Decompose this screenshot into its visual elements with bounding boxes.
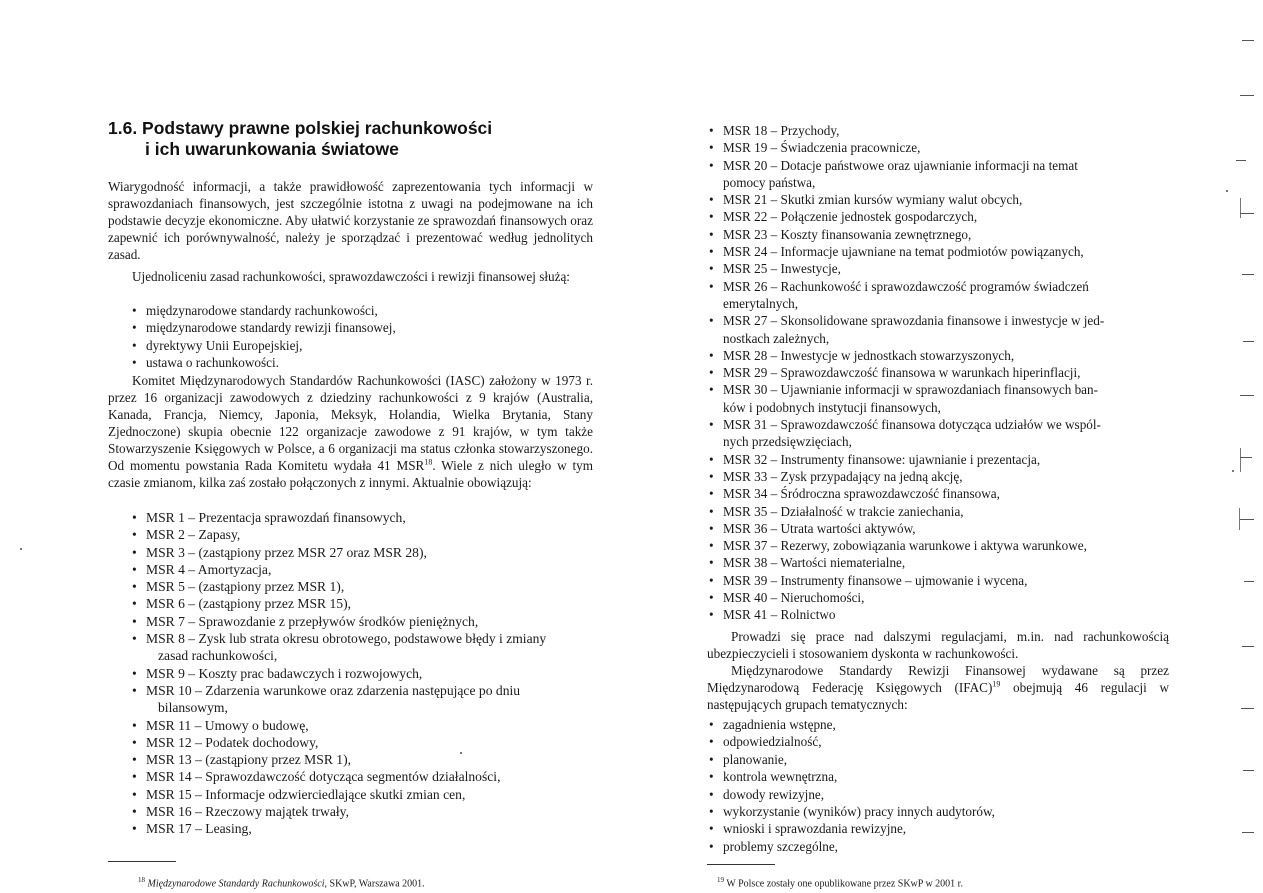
msr-item: • MSR 36 – Utrata wartości aktywów, <box>707 520 1169 537</box>
msr-item: • MSR 8 – Zysk lub strata okresu obrotowego, podstawowe błędy i zmiany <box>130 630 600 647</box>
list-item: • kontrola wewnętrzna, <box>707 768 1157 785</box>
msr-item: • MSR 4 – Amortyzacja, <box>130 561 600 578</box>
msr-item: • MSR 30 – Ujawnianie informacji w sprawozdaniach finansowych ban- <box>707 381 1169 398</box>
msr-item: • MSR 26 – Rachunkowość i sprawozdawczość programów świadczeń <box>707 278 1169 295</box>
paragraph-isa-end: obejmują 46 regulacji w następujących grupach tematycznych: <box>707 680 1169 712</box>
msr-item: • MSR 29 – Sprawozdawczość finansowa w warunkach hiperinflacji, <box>707 364 1169 381</box>
scan-dot <box>1232 470 1234 472</box>
scan-mark <box>1242 40 1254 41</box>
msr-item-continuation: bilansowym, <box>158 700 228 716</box>
msr-item: • MSR 21 – Skutki zmian kursów wymiany walut obcych, <box>707 191 1169 208</box>
msr-item: • MSR 14 – Sprawozdawczość dotycząca segmentów działalności, <box>130 768 600 785</box>
list-item: • planowanie, <box>707 751 1157 768</box>
list-item: • problemy szczególne, <box>707 838 1157 855</box>
msr-item: • MSR 9 – Koszty prac badawczych i rozwojowych, <box>130 665 600 682</box>
msr-item: • MSR 22 – Połączenie jednostek gospodarczych, <box>707 208 1169 225</box>
msr-item-continuation: pomocy państwa, <box>723 174 816 190</box>
list-item: • wykorzystanie (wyników) pracy innych audytorów, <box>707 803 1157 820</box>
paragraph-isa <box>707 662 1169 713</box>
msr-item: • MSR 20 – Dotacje państwowe oraz ujawnianie informacji na temat <box>707 157 1169 174</box>
msr-item: • MSR 12 – Podatek dochodowy, <box>130 734 600 751</box>
msr-item: • MSR 39 – Instrumenty finansowe – ujmowanie i wycena, <box>707 572 1169 589</box>
scan-mark <box>1240 198 1241 218</box>
footnote-rule <box>108 861 176 862</box>
footnote-ref-18: 18 <box>424 457 433 467</box>
msr-item: • MSR 17 – Leasing, <box>130 820 600 837</box>
paragraph-further-work: Prowadzi się prace nad dalszymi regulacjami, m.in. nad rachunkowością ubezpieczycieli i stosowaniem dyskonta w rachunkowości. <box>707 629 1169 661</box>
msr-item-continuation: ków i podobnych instytucji finansowych, <box>723 399 941 415</box>
msr-item: • MSR 37 – Rezerwy, zobowiązania warunkowe i aktywa warunkowe, <box>707 537 1169 554</box>
msr-item: • MSR 28 – Inwestycje w jednostkach stowarzyszonych, <box>707 347 1169 364</box>
footnote-rule <box>707 864 775 865</box>
paragraph-iasc-start: Komitet Międzynarodowych Standardów Rachunkowości (IASC) założony w 1973 r. przez 16 organizacji zawodowych z dziedziny rachunkowości z 9 krajów (Australia, Kanada, Francja, Niemcy, Japonia, Meksyk, Holandia, Wielka Brytania, Stany Zjednoczone) skupia obecnie 122 organizacje zawodowe z 91 krajów, w tym także Stowarzyszenie Księgowych w Polsce, a 6 organizacji ma status członka stowarzyszonego. Od momentu powstania Rada Komitetu wydała 41 MSR <box>108 373 593 473</box>
scan-dot <box>20 548 22 550</box>
msr-item: • MSR 24 – Informacje ujawniane na temat podmiotów powiązanych, <box>707 243 1169 260</box>
footnote-title: Międzynarodowe Standardy Rachunkowości <box>147 878 325 890</box>
scan-mark <box>1243 341 1254 342</box>
scan-mark <box>1240 395 1254 396</box>
heading-line-2: i ich uwarunkowania światowe <box>145 139 399 159</box>
list-item: • wnioski i sprawozdania rewizyjne, <box>707 820 1157 837</box>
list-item: • dowody rewizyjne, <box>707 786 1157 803</box>
basis-list <box>130 302 590 372</box>
scan-mark <box>1240 213 1254 214</box>
msr-item: • MSR 5 – (zastąpiony przez MSR 1), <box>130 578 600 595</box>
footnote-rest: , SKwP, Warszawa 2001. <box>324 878 425 890</box>
msr-item: • MSR 34 – Śródroczna sprawozdawczość finansowa, <box>707 485 1169 502</box>
paragraph-reliability: Wiarygodność informacji, a także prawidłowość zaprezentowania tych informacji w sprawozdaniach finansowych, jest szczególnie istotna z uwagi na podejmowane na ich podstawie decyzje ekonomiczne. Aby ułatwić korzystanie ze sprawozdań finansowych oraz zapewnić ich porównywalność, należy je sporządzać i prezentować według jednolitych zasad. <box>108 179 593 262</box>
scan-mark <box>1243 770 1254 771</box>
scan-mark <box>1244 581 1254 582</box>
msr-item-continuation: emerytalnych, <box>723 295 799 311</box>
scan-dot <box>1226 190 1228 192</box>
scan-mark <box>1241 708 1254 709</box>
footnote-text: W Polsce zostały one opublikowane przez SKwP w 2001 r. <box>726 878 963 890</box>
msr-item: • MSR 11 – Umowy o budowę, <box>130 717 600 734</box>
msr-item: • MSR 13 – (zastąpiony przez MSR 1), <box>130 751 600 768</box>
list-item: • odpowiedzialność, <box>707 733 1157 750</box>
scan-mark <box>1240 519 1254 520</box>
msr-item: • MSR 3 – (zastąpiony przez MSR 27 oraz MSR 28), <box>130 544 600 561</box>
msr-item: • MSR 23 – Koszty finansowania zewnętrznego, <box>707 226 1169 243</box>
footnote-18 <box>138 874 425 890</box>
msr-item: • MSR 1 – Prezentacja sprawozdań finansowych, <box>130 509 600 526</box>
section-heading <box>108 118 608 160</box>
scan-mark <box>1242 274 1254 275</box>
paragraph-iasc-end: . Wiele z nich uległo w tym czasie zmianom, kilka zaś zostało połączonych z innymi. Aktualnie obowiązują: <box>108 458 593 490</box>
msr-item-continuation: zasad rachunkowości, <box>158 648 278 664</box>
scan-mark <box>1240 457 1252 458</box>
msr-item: • MSR 31 – Sprawozdawczość finansowa dotycząca udziałów we wspól- <box>707 416 1169 433</box>
paragraph-isa-start: Międzynarodowe Standardy Rewizji Finansowej wydawane są przez Międzynarodową Federację Księgowych (IFAC) <box>707 663 1169 695</box>
list-item: • międzynarodowe standardy rewizji finansowej, <box>130 319 590 336</box>
msr-item: • MSR 33 – Zysk przypadający na jedną akcję, <box>707 468 1169 485</box>
heading-line-1: 1.6. Podstawy prawne polskiej rachunkowości <box>108 118 493 138</box>
scan-mark <box>1240 448 1241 472</box>
footnote-number: 19 <box>717 876 724 884</box>
msr-item: • MSR 38 – Wartości niematerialne, <box>707 554 1169 571</box>
msr-item: • MSR 2 – Zapasy, <box>130 526 600 543</box>
msr-item-continuation: nych przedsięwzięciach, <box>723 434 852 450</box>
msr-item-continuation: nostkach zależnych, <box>723 330 830 346</box>
scan-mark <box>1236 160 1246 161</box>
topic-list <box>707 716 1157 855</box>
msr-item: • MSR 27 – Skonsolidowane sprawozdania finansowe i inwestycje w jed- <box>707 312 1169 329</box>
msr-item: • MSR 15 – Informacje odzwierciedlające skutki zmian cen, <box>130 786 600 803</box>
footnote-19 <box>717 874 963 890</box>
msr-item: • MSR 6 – (zastąpiony przez MSR 15), <box>130 595 600 612</box>
footnote-number: 18 <box>138 876 145 884</box>
list-item: • ustawa o rachunkowości. <box>130 354 590 371</box>
msr-item: • MSR 35 – Działalność w trakcie zaniechania, <box>707 503 1169 520</box>
msr-list-left <box>130 509 600 838</box>
scan-dot <box>460 752 462 754</box>
list-item: • międzynarodowe standardy rachunkowości, <box>130 302 590 319</box>
msr-item: • MSR 18 – Przychody, <box>707 122 1169 139</box>
list-item: • dyrektywy Unii Europejskiej, <box>130 337 590 354</box>
msr-list-right <box>707 122 1169 624</box>
msr-item: • MSR 25 – Inwestycje, <box>707 260 1169 277</box>
msr-item: • MSR 16 – Rzeczowy majątek trwały, <box>130 803 600 820</box>
scan-mark <box>1242 832 1254 833</box>
paragraph-iasc <box>108 372 593 491</box>
list-item: • zagadnienia wstępne, <box>707 716 1157 733</box>
msr-item: • MSR 7 – Sprawozdanie z przepływów środków pieniężnych, <box>130 613 600 630</box>
msr-item: • MSR 19 – Świadczenia pracownicze, <box>707 139 1169 156</box>
msr-item: • MSR 41 – Rolnictwo <box>707 606 1169 623</box>
scan-mark <box>1242 646 1254 647</box>
msr-item: • MSR 40 – Nieruchomości, <box>707 589 1169 606</box>
paragraph-unification: Ujednoliceniu zasad rachunkowości, sprawozdawczości i rewizji finansowej służą: <box>132 269 570 284</box>
msr-item: • MSR 10 – Zdarzenia warunkowe oraz zdarzenia następujące po dniu <box>130 682 600 699</box>
footnote-ref-19: 19 <box>992 679 1001 689</box>
scan-mark <box>1240 95 1254 96</box>
msr-item: • MSR 32 – Instrumenty finansowe: ujawnianie i prezentacja, <box>707 451 1169 468</box>
